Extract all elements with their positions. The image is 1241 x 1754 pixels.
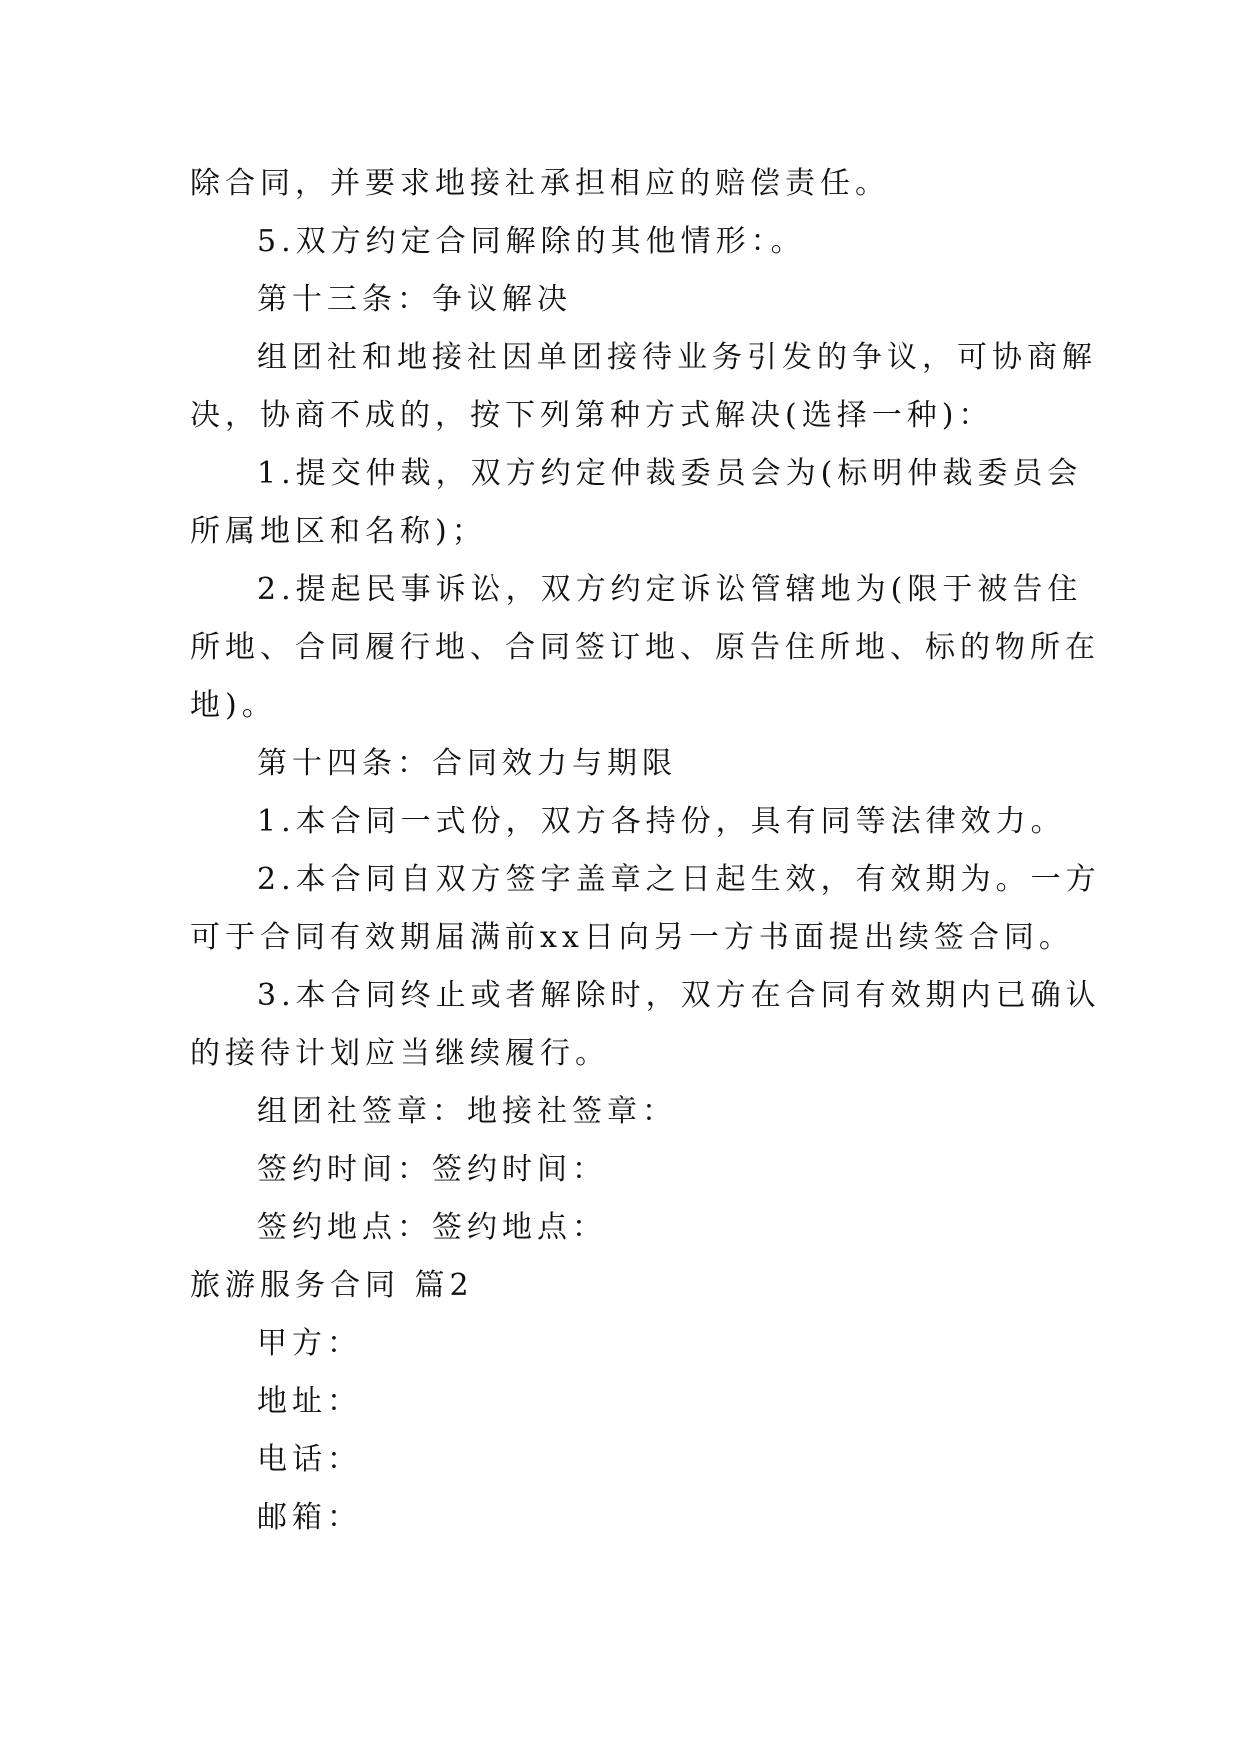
phone-label: 电话： [257, 1442, 362, 1477]
body-line: 所地、合同履行地、合同签订地、原告住所地、标的物所在 [190, 630, 1100, 665]
body-line: 3.本合同终止或者解除时，双方在合同有效期内已确认 [257, 978, 1101, 1013]
body-line: 所属地区和名称)； [190, 514, 487, 549]
body-line: 的接待计划应当继续履行。 [190, 1036, 610, 1071]
body-line: 除合同，并要求地接社承担相应的赔偿责任。 [190, 166, 890, 201]
email-label: 邮箱： [257, 1500, 362, 1535]
section-heading: 第十三条：争议解决 [257, 282, 572, 317]
body-line: 1.提交仲裁，双方约定仲裁委员会为(标明仲裁委员会 [257, 456, 1083, 491]
party-a-label: 甲方： [257, 1326, 362, 1361]
section-heading: 第十四条：合同效力与期限 [257, 746, 677, 781]
body-line: 5.双方约定合同解除的其他情形：。 [257, 224, 806, 259]
address-label: 地址： [257, 1384, 362, 1419]
contract-title: 旅游服务合同 篇2 [190, 1268, 474, 1303]
body-line: 组团社和地接社因单团接待业务引发的争议，可协商解 [257, 340, 1097, 375]
body-line: 2.本合同自双方签字盖章之日起生效，有效期为。一方 [257, 862, 1101, 897]
body-line: 地)。 [190, 688, 277, 723]
signing-time-line: 签约时间：签约时间： [257, 1152, 607, 1187]
body-line: 可于合同有效期届满前xx日向另一方书面提出续签合同。 [190, 920, 1074, 955]
signing-place-line: 签约地点：签约地点： [257, 1210, 607, 1245]
body-line: 1.本合同一式份，双方各持份，具有同等法律效力。 [257, 804, 1066, 839]
body-line: 决，协商不成的，按下列第种方式解决(选择一种)： [190, 398, 994, 433]
signature-line: 组团社签章：地接社签章： [257, 1094, 677, 1129]
body-line: 2.提起民事诉讼，双方约定诉讼管辖地为(限于被告住 [257, 572, 1083, 607]
